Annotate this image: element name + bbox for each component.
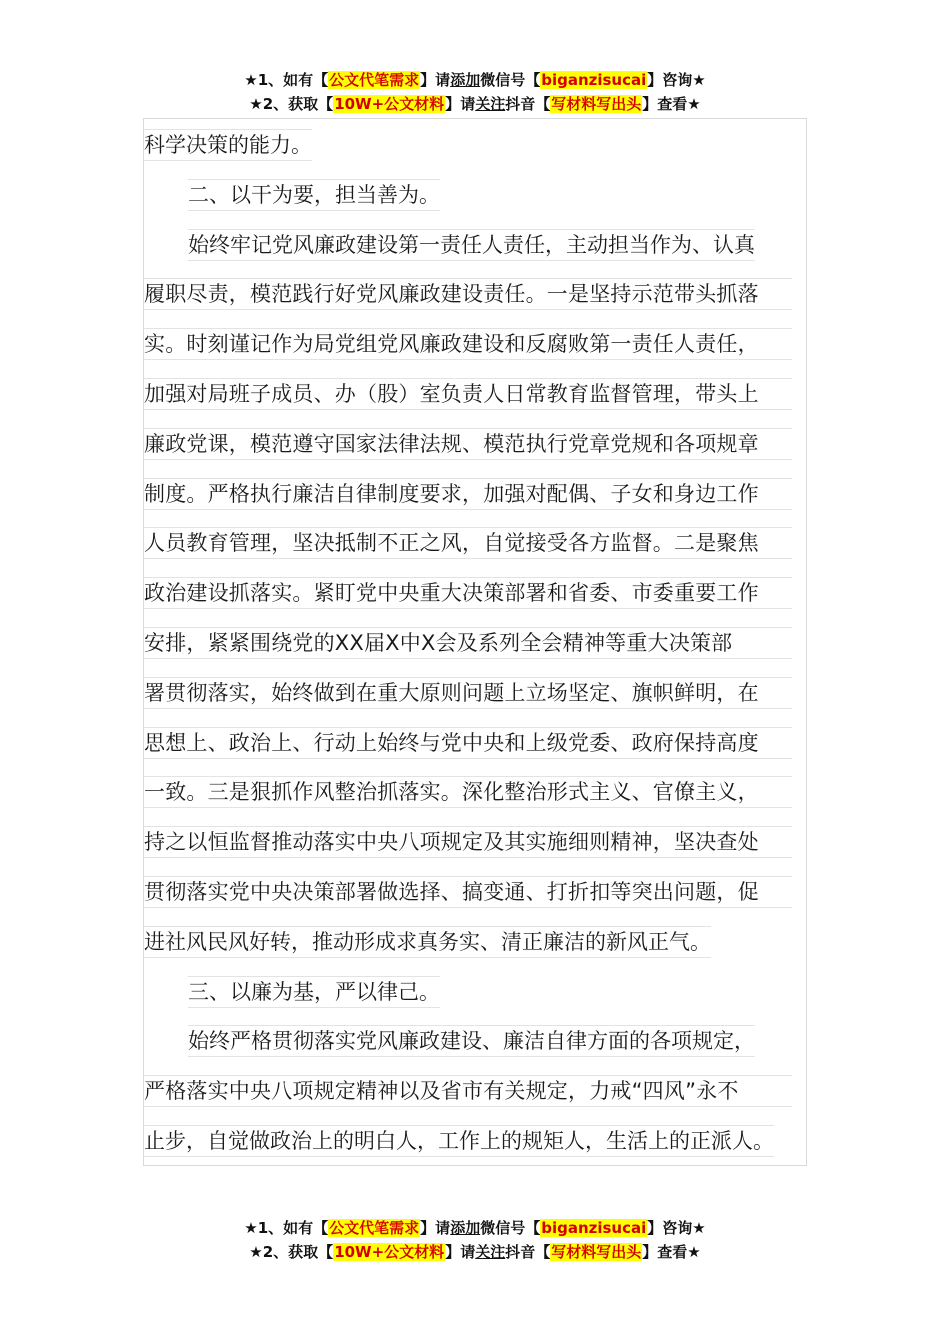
body-line: 严格落实中央八项规定精神以及省市有关规定，力戒“四风”永不 (144, 1066, 814, 1116)
body-line: 一致。三是狠抓作风整治抓落实。深化整治形式主义、官僚主义， (144, 767, 814, 817)
banner-douyin-id: 写材料写出头 (551, 1243, 642, 1261)
header-banner (0, 68, 950, 116)
body-line: 安排，紧紧围绕党的XX届X中X会及系列全会精神等重大决策部 (144, 618, 814, 668)
body-line: 贯彻落实党中央决策部署做选择、搞变通、打折扣等突出问题，促 (144, 867, 814, 917)
body-line: 制度。严格执行廉洁自律制度要求，加强对配偶、子女和身边工作 (144, 469, 814, 519)
paragraph-first-line: 始终牢记党风廉政建设第一责任人责任，主动担当作为、认真 (144, 220, 814, 270)
body-line: 实。时刻谨记作为局党组党风廉政建设和反腐败第一责任人责任， (144, 319, 814, 369)
body-line: 科学决策的能力。 (144, 120, 814, 170)
banner-wechat-id: biganzisucai (541, 1219, 647, 1237)
body-line: 思想上、政治上、行动上始终与党中央和上级党委、政府保持高度 (144, 718, 814, 768)
body-line: 止步，自觉做政治上的明白人，工作上的规矩人，生活上的正派人。 (144, 1116, 814, 1166)
document-body (144, 120, 814, 1166)
banner-douyin-id: 写材料写出头 (551, 95, 642, 113)
body-line: 加强对局班子成员、办（股）室负责人日常教育监督管理，带头上 (144, 369, 814, 419)
banner-wechat-id: biganzisucai (541, 71, 647, 89)
body-line: 署贯彻落实，始终做到在重大原则问题上立场坚定、旗帜鲜明，在 (144, 668, 814, 718)
banner-highlight: 10W+公文材料 (334, 1243, 445, 1261)
paragraph-first-line: 始终严格贯彻落实党风廉政建设、廉洁自律方面的各项规定， (144, 1016, 814, 1066)
section-heading: 三、以廉为基，严以律己。 (144, 967, 814, 1017)
banner-line-2: ★2、获取【10W+公文材料】请关注抖音【写材料写出头】查看★ (249, 1243, 701, 1261)
body-line: 政治建设抓落实。紧盯党中央重大决策部署和省委、市委重要工作 (144, 568, 814, 618)
banner-highlight: 公文代笔需求 (329, 1219, 420, 1237)
banner-line-2: ★2、获取【10W+公文材料】请关注抖音【写材料写出头】查看★ (249, 95, 701, 113)
section-heading: 二、以干为要，担当善为。 (144, 170, 814, 220)
banner-line-1: ★1、如有【公文代笔需求】请添加微信号【biganzisucai】咨询★ (244, 1219, 706, 1237)
body-line: 人员教育管理，坚决抵制不正之风，自觉接受各方监督。二是聚焦 (144, 518, 814, 568)
body-line: 廉政党课，模范遵守国家法律法规、模范执行党章党规和各项规章 (144, 419, 814, 469)
body-line: 履职尽责，模范践行好党风廉政建设责任。一是坚持示范带头抓落 (144, 269, 814, 319)
body-line: 进社风民风好转，推动形成求真务实、清正廉洁的新风正气。 (144, 917, 814, 967)
footer-banner (0, 1216, 950, 1264)
body-line: 持之以恒监督推动落实中央八项规定及其实施细则精神，坚决查处 (144, 817, 814, 867)
banner-highlight: 公文代笔需求 (329, 71, 420, 89)
banner-line-1: ★1、如有【公文代笔需求】请添加微信号【biganzisucai】咨询★ (244, 71, 706, 89)
banner-highlight: 10W+公文材料 (334, 95, 445, 113)
